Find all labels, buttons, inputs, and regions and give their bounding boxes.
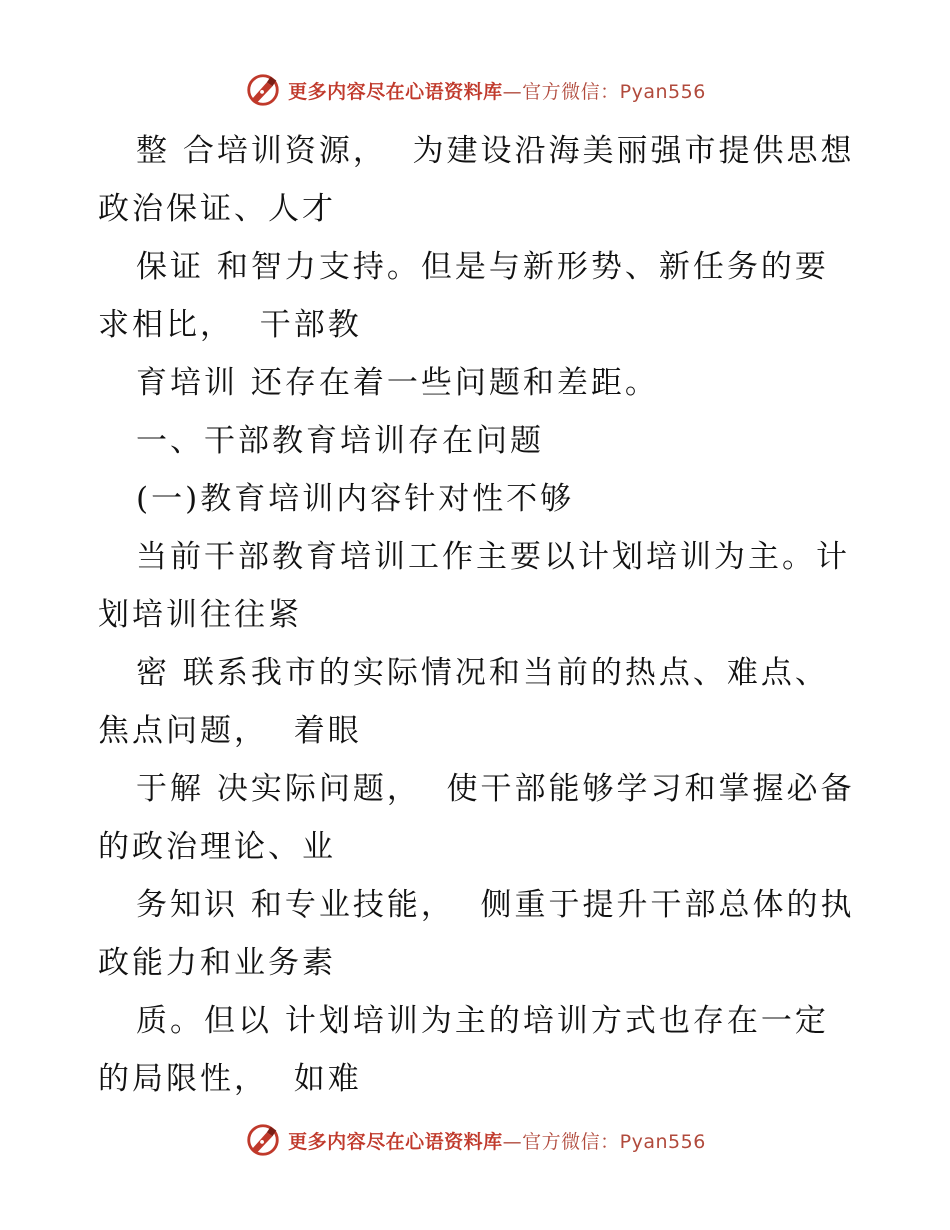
- text-line: 保证 和智力支持。但是与新形势、新任务的要: [136, 249, 829, 285]
- text-line: 政能力和业务素: [98, 945, 336, 981]
- footer-watermark-banner: [0, 1118, 950, 1162]
- text-line: 质。但以 计划培训为主的培训方式也存在一定: [136, 1003, 829, 1039]
- header-watermark-banner: [0, 68, 950, 112]
- text-line: 于解 决实际问题， 使干部能够学习和掌握必备: [136, 771, 855, 807]
- text-line: 政治保证、人才: [98, 191, 336, 227]
- text-line: 密 联系我市的实际情况和当前的热点、难点、: [136, 655, 829, 691]
- text-line: (一)教育培训内容针对性不够: [136, 481, 575, 517]
- text-line: 求相比， 干部教: [98, 307, 362, 343]
- banner-text: 更多内容尽在心语资料库—官方微信：Pyan556: [288, 80, 706, 103]
- banner-text: 更多内容尽在心语资料库—官方微信：Pyan556: [288, 1130, 706, 1153]
- text-line: 育培训 还存在着一些问题和差距。: [136, 365, 659, 401]
- text-line: 一、干部教育培训存在问题: [136, 423, 544, 459]
- text-line: 整 合培训资源， 为建设沿海美丽强市提供思想: [136, 133, 855, 169]
- document-body: [98, 122, 858, 1108]
- text-line: 的政治理论、业: [98, 829, 336, 865]
- pen-nib-circle-icon: [244, 1121, 282, 1159]
- text-line: 划培训往往紧: [98, 597, 302, 633]
- text-line: 当前干部教育培训工作主要以计划培训为主。计: [136, 539, 850, 575]
- text-line: 务知识 和专业技能， 侧重于提升干部总体的执: [136, 887, 855, 923]
- text-line: 的局限性， 如难: [98, 1061, 362, 1097]
- text-line: 焦点问题， 着眼: [98, 713, 362, 749]
- pen-nib-circle-icon: [244, 71, 282, 109]
